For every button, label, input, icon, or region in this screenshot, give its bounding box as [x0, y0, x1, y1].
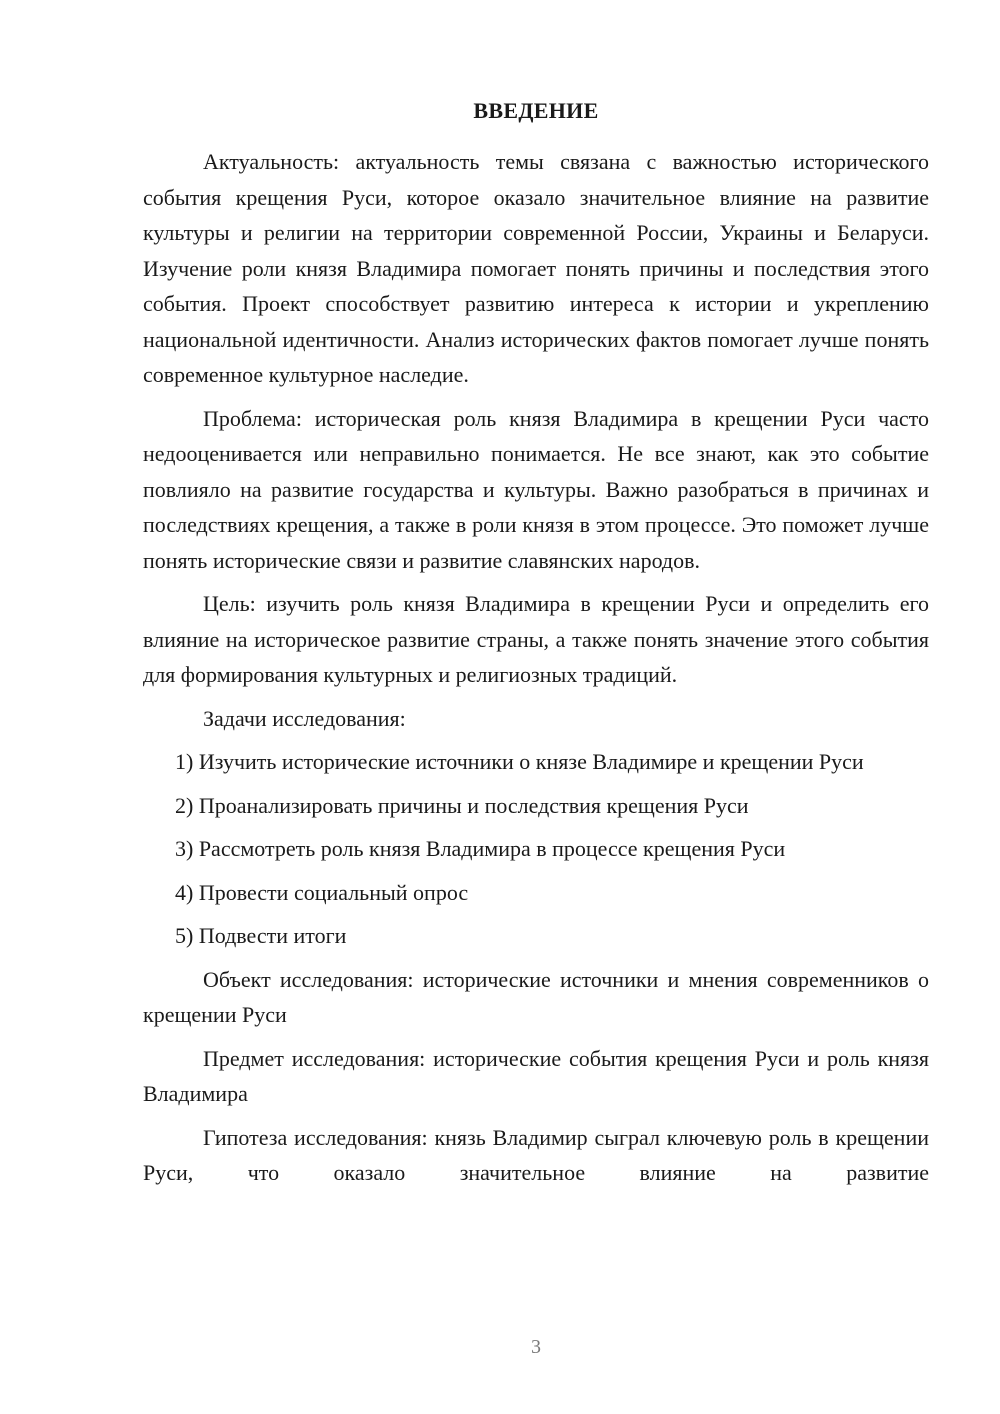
- task-item-4: 4) Провести социальный опрос: [175, 879, 469, 905]
- task-item-5: 5) Подвести итоги: [175, 923, 347, 948]
- paragraph-subject: Предмет исследования: исторические события крещения Руси и роль князя Владимира: [143, 1045, 929, 1106]
- paragraph-goal: Цель: изучить роль князя Владимира в крещении Руси и определить его влияние на историческое развитие страны, а также понять значение этого события для формирования культурных и религиозных традиций.: [143, 591, 929, 687]
- paragraph-object: Объект исследования: исторические источники и мнения современников о крещении Руси: [143, 966, 929, 1027]
- paragraph-problem: Проблема: историческая роль князя Владимира в крещении Руси часто недооценивается или неправильно понимается. Не все знают, как это событие повлияло на развитие государства и культуры. Важно разобраться в причинах и последствиях крещения, а также в роли князя в этом процессе. Это поможет лучше понять исторические связи и развитие славянских народов.: [143, 405, 929, 573]
- tasks-heading: Задачи исследования:: [203, 705, 406, 731]
- paragraph-hypothesis: Гипотеза исследования: князь Владимир сыграл ключевую роль в крещении Руси, что оказало значительное влияние на развитие: [143, 1124, 929, 1185]
- task-item-2: 2) Проанализировать причины и последствия крещения Руси: [175, 792, 749, 818]
- body-text: [143, 144, 929, 1199]
- task-item-1: 1) Изучить исторические источники о князе Владимире и крещении Руси: [175, 749, 864, 774]
- page-number: 3: [531, 1336, 541, 1358]
- section-title: ВВЕДЕНИЕ: [473, 98, 599, 123]
- task-item-3: 3) Рассмотреть роль князя Владимира в процессе крещения Руси: [175, 836, 786, 861]
- paragraph-actuality: Актуальность: актуальность темы связана с важностью исторического события крещения Руси, которое оказало значительное влияние на развитие культуры и религии на территории современной России, Украины и Беларуси. Изучение роли князя Владимира помогает понять причины и последствия этого события. Проект способствует развитию интереса к истории и укреплению национальной идентичности. Анализ исторических фактов помогает лучше понять современное культурное наследие.: [143, 149, 929, 387]
